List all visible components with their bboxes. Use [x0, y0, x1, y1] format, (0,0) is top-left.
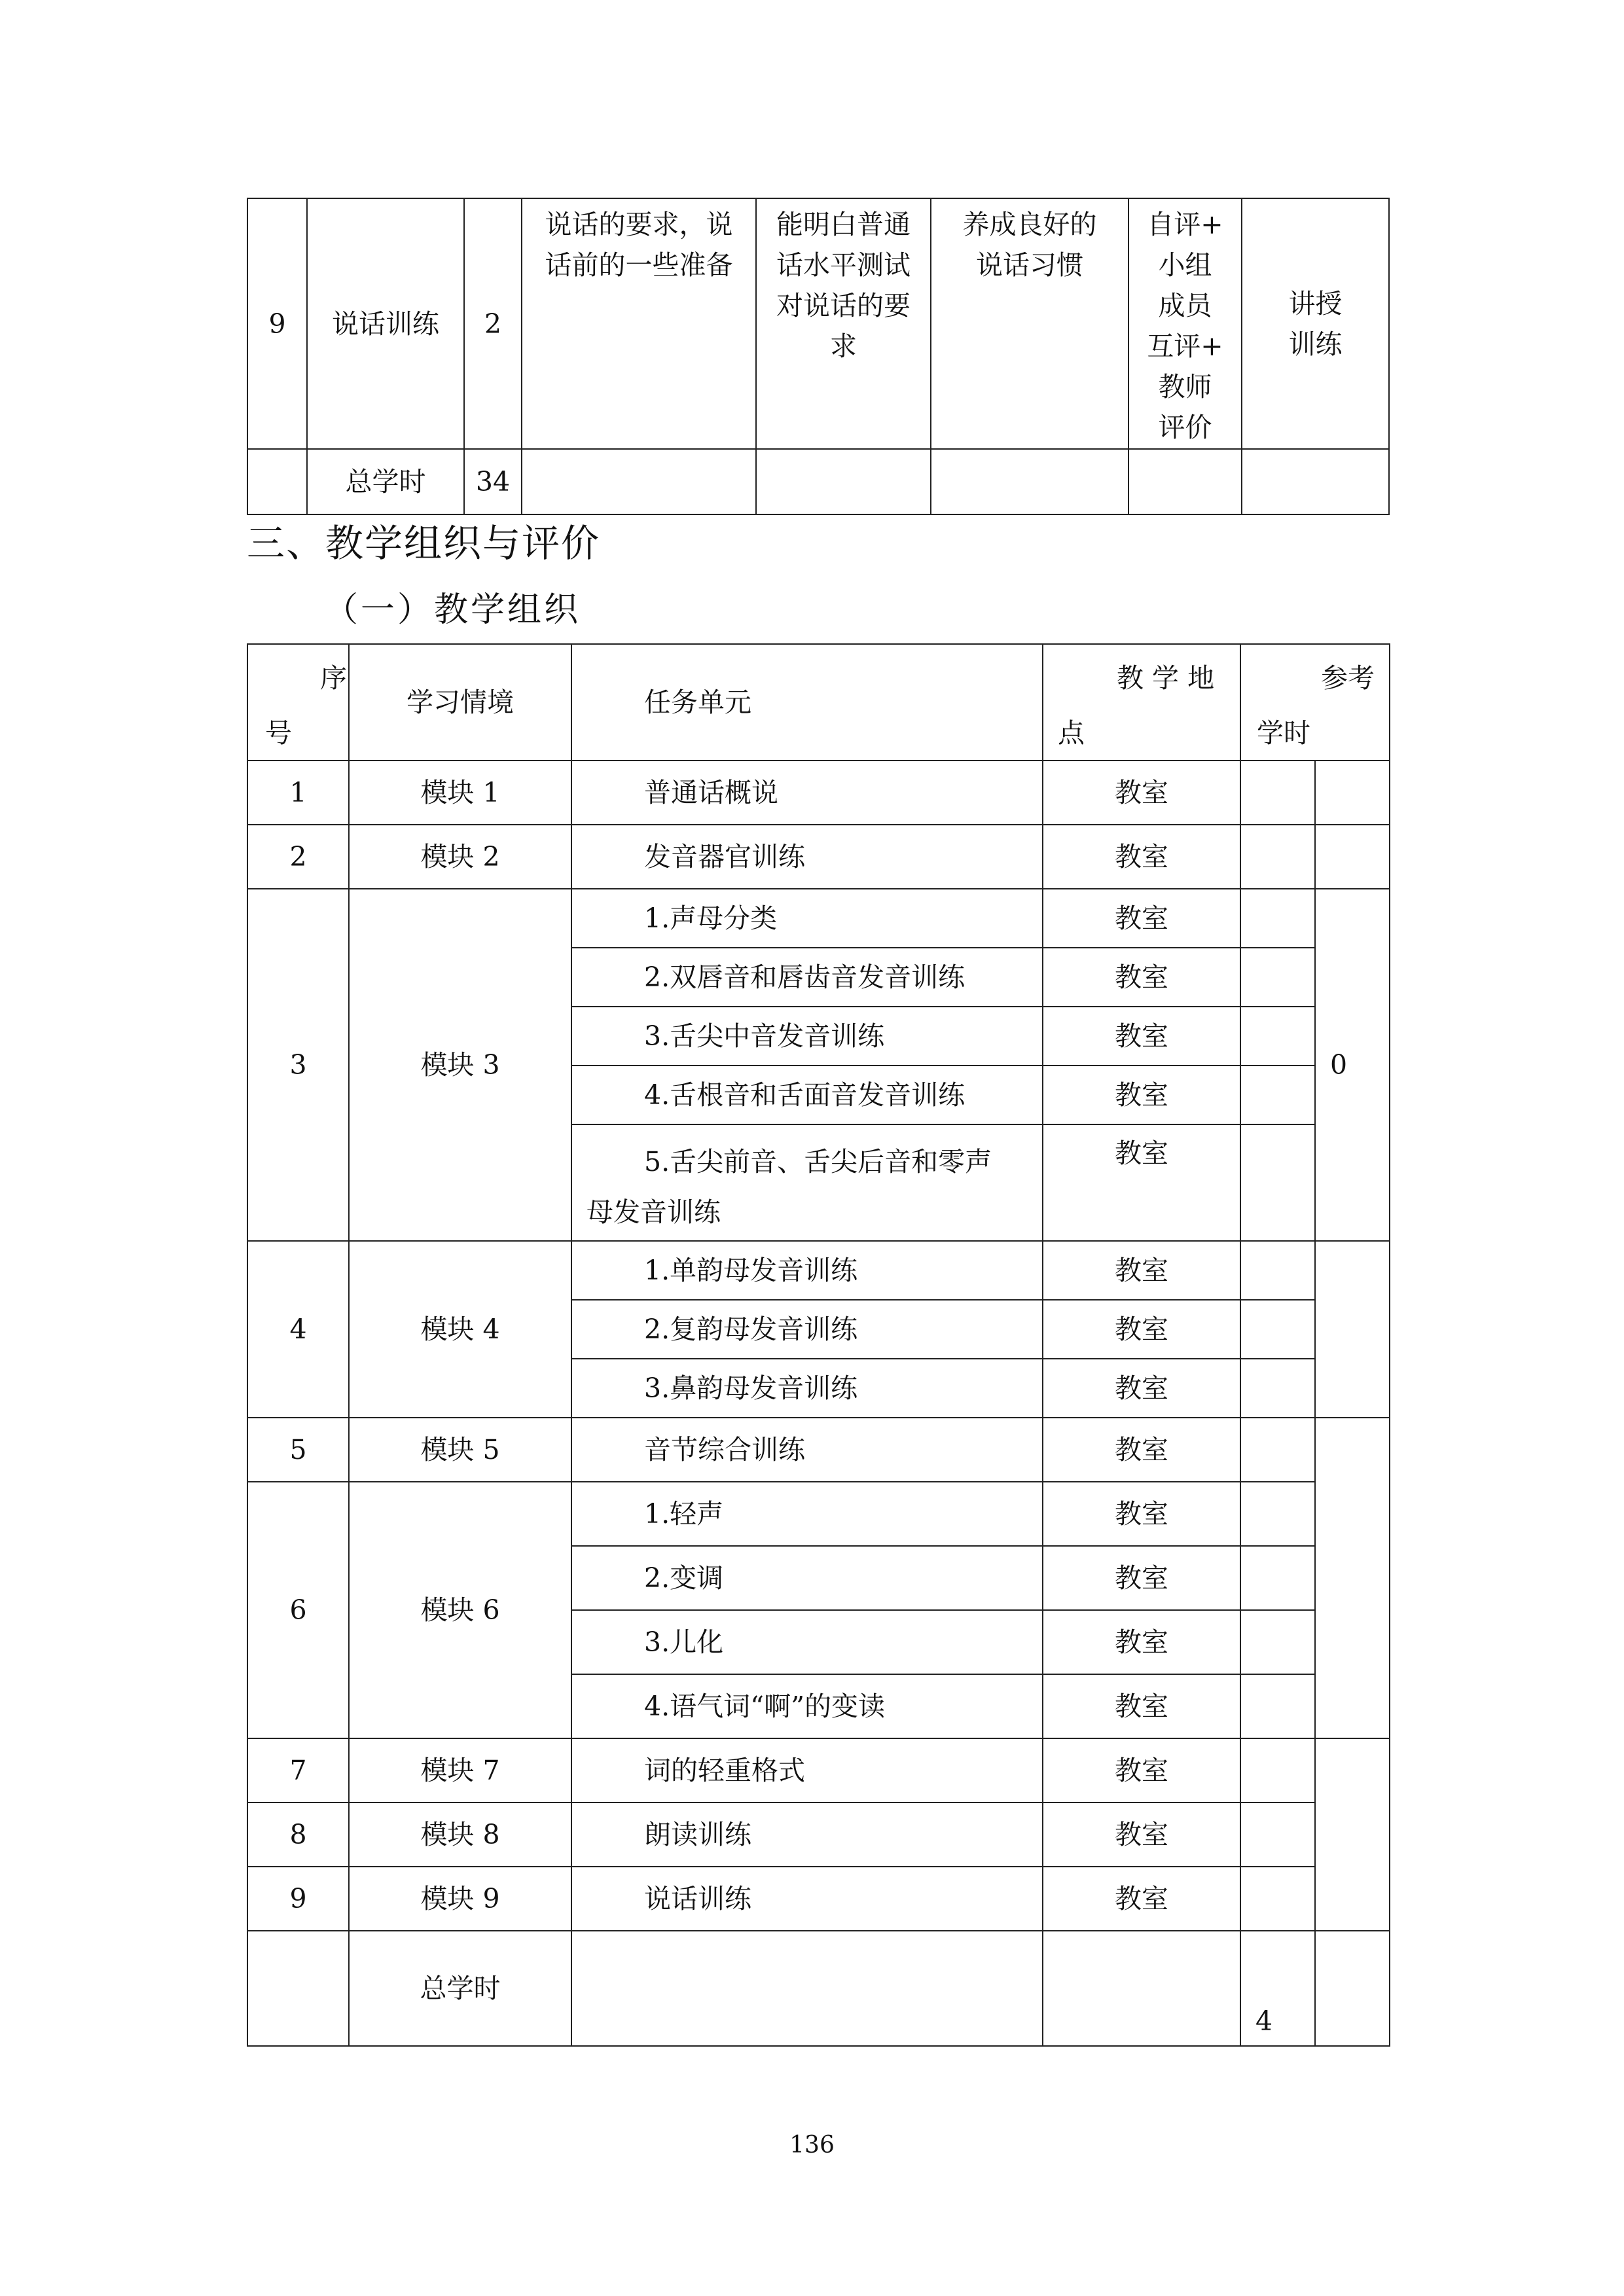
place: 教室 [1043, 1674, 1240, 1738]
task-unit: 2.变调 [571, 1546, 1043, 1610]
row-method: 讲授 训练 [1242, 198, 1389, 449]
page-number: 136 [789, 2132, 835, 2159]
place: 教室 [1043, 889, 1240, 948]
table-row [247, 198, 1389, 449]
row-content: 说话的要求，说 话前的一些准备 [522, 198, 756, 449]
row-number: 9 [247, 198, 307, 449]
place: 教室 [1043, 1803, 1240, 1867]
table-row [247, 1867, 1390, 1931]
place: 教室 [1043, 1738, 1240, 1803]
table-row [247, 889, 1390, 948]
place: 教室 [1043, 1546, 1240, 1610]
table-row [247, 1803, 1390, 1867]
table-row [247, 825, 1390, 889]
module-number: 7 [247, 1738, 349, 1803]
table-row [247, 1241, 1390, 1300]
place: 教室 [1043, 1241, 1240, 1300]
place: 教室 [1043, 1610, 1240, 1674]
total-label: 总学时 [349, 1931, 571, 2046]
teaching-organization-table [247, 643, 1390, 2047]
module-number: 8 [247, 1803, 349, 1867]
header-task: 任务单元 [571, 644, 1043, 761]
task-unit: 3.舌尖中音发音训练 [571, 1007, 1043, 1066]
module-name: 模块 7 [349, 1738, 571, 1803]
task-unit: 2.双唇音和唇齿音发音训练 [571, 948, 1043, 1007]
task-unit: 词的轻重格式 [571, 1738, 1043, 1803]
task-unit: 1.声母分类 [571, 889, 1043, 948]
header-no: 序 号 [247, 644, 349, 761]
place: 教室 [1043, 1066, 1240, 1124]
table-row [247, 1482, 1390, 1546]
subsection-title: （一）教学组织 [324, 590, 581, 630]
module-name: 模块 1 [349, 761, 571, 825]
total-hours: 4 [1240, 1931, 1315, 2046]
total-hours: 34 [464, 449, 522, 514]
module-number: 2 [247, 825, 349, 889]
table-row [247, 1738, 1390, 1803]
row-ability: 能明白普通 话水平测试 对说话的要 求 [756, 198, 931, 449]
module-name: 模块 2 [349, 825, 571, 889]
place: 教室 [1043, 1867, 1240, 1931]
place: 教室 [1043, 1007, 1240, 1066]
place: 教室 [1043, 1124, 1240, 1241]
place: 教室 [1043, 1359, 1240, 1418]
header-row [247, 644, 1390, 761]
module-number: 3 [247, 889, 349, 1241]
place: 教室 [1043, 825, 1240, 889]
task-unit: 说话训练 [571, 1867, 1043, 1931]
total-label: 总学时 [307, 449, 464, 514]
table-row [247, 761, 1390, 825]
task-unit: 4.语气词“啊”的变读 [571, 1674, 1043, 1738]
row-name: 说话训练 [307, 198, 464, 449]
total-row [247, 1931, 1390, 2046]
task-unit: 发音器官训练 [571, 825, 1043, 889]
task-unit: 2.复韵母发音训练 [571, 1300, 1043, 1359]
module-number: 1 [247, 761, 349, 825]
task-unit: 5.舌尖前音、舌尖后音和零声 母发音训练 [571, 1124, 1043, 1241]
place: 教室 [1043, 1482, 1240, 1546]
module-number: 4 [247, 1241, 349, 1418]
row-quality: 养成良好的 说话习惯 [931, 198, 1128, 449]
section-title: 三、教学组织与评价 [247, 521, 601, 565]
place: 教室 [1043, 948, 1240, 1007]
module-name: 模块 5 [349, 1418, 571, 1482]
module-number: 6 [247, 1482, 349, 1738]
module-name: 模块 9 [349, 1867, 571, 1931]
module-name: 模块 3 [349, 889, 571, 1241]
module-number: 5 [247, 1418, 349, 1482]
header-ref-hours: 参考 学时 [1240, 644, 1390, 761]
task-unit: 1.轻声 [571, 1482, 1043, 1546]
side-value: 0 [1315, 889, 1390, 1241]
module-name: 模块 8 [349, 1803, 571, 1867]
task-unit: 朗读训练 [571, 1803, 1043, 1867]
task-unit: 1.单韵母发音训练 [571, 1241, 1043, 1300]
table-row [247, 1418, 1390, 1482]
module-name: 模块 6 [349, 1482, 571, 1738]
task-unit: 音节综合训练 [571, 1418, 1043, 1482]
task-unit: 普通话概说 [571, 761, 1043, 825]
task-unit: 3.鼻韵母发音训练 [571, 1359, 1043, 1418]
module-name: 模块 4 [349, 1241, 571, 1418]
place: 教室 [1043, 1418, 1240, 1482]
row-hours: 2 [464, 198, 522, 449]
row-assessment: 自评+ 小组 成员 互评+ 教师 评价 [1128, 198, 1242, 449]
header-place: 教 学 地 点 [1043, 644, 1240, 761]
module-number: 9 [247, 1867, 349, 1931]
place: 教室 [1043, 1300, 1240, 1359]
task-unit: 4.舌根音和舌面音发音训练 [571, 1066, 1043, 1124]
total-row [247, 449, 1389, 514]
course-content-table [247, 198, 1390, 515]
place: 教室 [1043, 761, 1240, 825]
task-unit: 3.儿化 [571, 1610, 1043, 1674]
header-situation: 学习情境 [349, 644, 571, 761]
